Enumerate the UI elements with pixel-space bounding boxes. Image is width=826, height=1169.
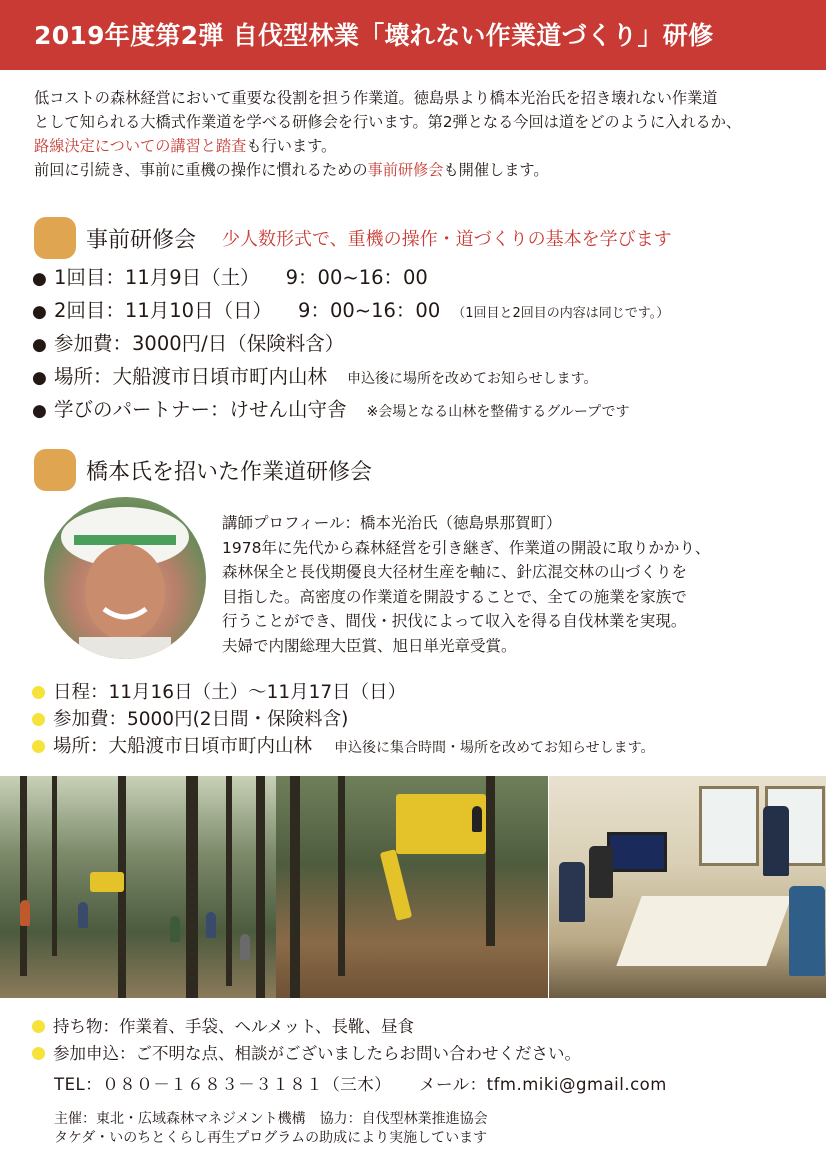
detail-row: ● 1回目：11月9日（土） 9：00~16：00 xyxy=(32,266,428,289)
detail-row: ● 場所：大船渡市日頃市町内山林 申込後に場所を改めてお知らせします。 xyxy=(32,365,598,388)
profile-line: 森林保全と長伐期優良大径材生産を軸に、針広混交林の山づくりを xyxy=(222,563,688,581)
intro-line: 前回に引続き、事前に重機の操作に慣れるための事前研修会も開催します。 xyxy=(34,161,549,179)
info-row: 持ち物：作業着、手袋、ヘルメット、長靴、昼食 xyxy=(32,1013,822,1040)
info-row: 参加申込：ご不明な点、相談がございましたらお問い合わせください。 xyxy=(32,1040,822,1067)
bullet-icon: ● xyxy=(32,269,47,289)
detail-row: ● 参加費：3000円/日（保険料含） xyxy=(32,332,345,355)
info-items xyxy=(32,1013,822,1067)
intro-line: 低コストの森林経営において重要な役割を担う作業道。徳島県より橋本光治氏を招き壊れない作業道 xyxy=(34,89,718,107)
classroom-photo xyxy=(549,776,826,998)
organizer-line: 主催：東北・広域森林マネジメント機構 協力：自伐型林業推進協会 xyxy=(54,1111,488,1127)
page-title: 2019年度第2弾 自伐型林業「壊れない作業道づくり」研修 xyxy=(34,21,714,50)
intro-line: として知られる大橋式作業道を学べる研修会を行います。第2弾となる今回は道をどのように入れるか、 xyxy=(34,113,742,131)
yellow-dot-icon xyxy=(32,686,45,699)
title-banner xyxy=(0,0,826,70)
forest-workers-photo xyxy=(0,776,276,998)
section-title: 橋本氏を招いた作業道研修会 xyxy=(86,459,373,485)
contact-line xyxy=(54,1071,667,1095)
profile-line: 目指した。高密度の作業道を開設することで、全ての施業を家族で xyxy=(222,587,687,606)
detail-row: ● 学びのパートナー：けせん山守舎 ※会場となる山林を整備するグループです xyxy=(32,398,630,421)
grant-line: タケダ・いのちとくらし再生プログラムの助成により実施しています xyxy=(54,1129,488,1146)
instructor-profile xyxy=(222,511,802,658)
pre-training-highlight: 事前研修会 xyxy=(367,161,444,179)
route-highlight: 路線決定についての講習と踏査 xyxy=(34,137,247,155)
bullet-icon: ● xyxy=(32,368,47,388)
section-badge-icon xyxy=(34,217,76,259)
profile-line: 1978年に先代から森林経営を引き継ぎ、作業道の開設に取りかかり、 xyxy=(222,538,711,557)
email-address: メール：tfm.miki@gmail.com xyxy=(418,1075,667,1094)
section-tagline: 少人数形式で、重機の操作・道づくりの基本を学びます xyxy=(222,229,672,250)
tv-screen xyxy=(607,832,667,872)
intro-text xyxy=(34,86,804,182)
intro-line: 路線決定についての講習と踏査も行います。 xyxy=(34,137,337,155)
bullet-icon: ● xyxy=(32,335,47,355)
detail-row: ● 2回目：11月10日（日） 9：00~16：00 （1回目と2回目の内容は同じです。） xyxy=(32,299,670,322)
detail-row: 参加費：5000円(2日間・保険料含) xyxy=(32,705,822,732)
section-header-pre-training xyxy=(34,218,672,258)
detail-row: 場所：大船渡市日頃市町内山林 申込後に集合時間・場所を改めてお知らせします。 xyxy=(32,732,822,759)
yellow-dot-icon xyxy=(32,740,45,753)
section-badge-icon xyxy=(34,449,76,491)
section-header-main-training xyxy=(34,450,372,490)
bullet-icon: ● xyxy=(32,302,47,322)
footer xyxy=(54,1110,488,1147)
yellow-dot-icon xyxy=(32,1047,45,1060)
section-title: 事前研修会 xyxy=(86,227,197,253)
instructor-portrait xyxy=(44,497,206,659)
excavator-photo xyxy=(276,776,548,998)
profile-line: 行うことができ、間伐・択伐によって収入を得る自伐林業を実現。 xyxy=(222,612,687,630)
detail-row: 日程：11月16日（土）～11月17日（日） xyxy=(32,678,822,705)
profile-line: 夫婦で内閣総理大臣賞、旭日単光章受賞。 xyxy=(222,636,517,655)
yellow-dot-icon xyxy=(32,1020,45,1033)
bullet-icon: ● xyxy=(32,401,47,421)
profile-line: 講師プロフィール：橋本光治氏（徳島県那賀町） xyxy=(222,514,562,532)
photo-strip xyxy=(0,776,826,998)
main-training-details xyxy=(32,678,822,759)
pre-training-details xyxy=(32,262,812,427)
phone-number: TEL：０８０－１６８３－３１８１（三木） xyxy=(54,1075,392,1094)
yellow-dot-icon xyxy=(32,713,45,726)
